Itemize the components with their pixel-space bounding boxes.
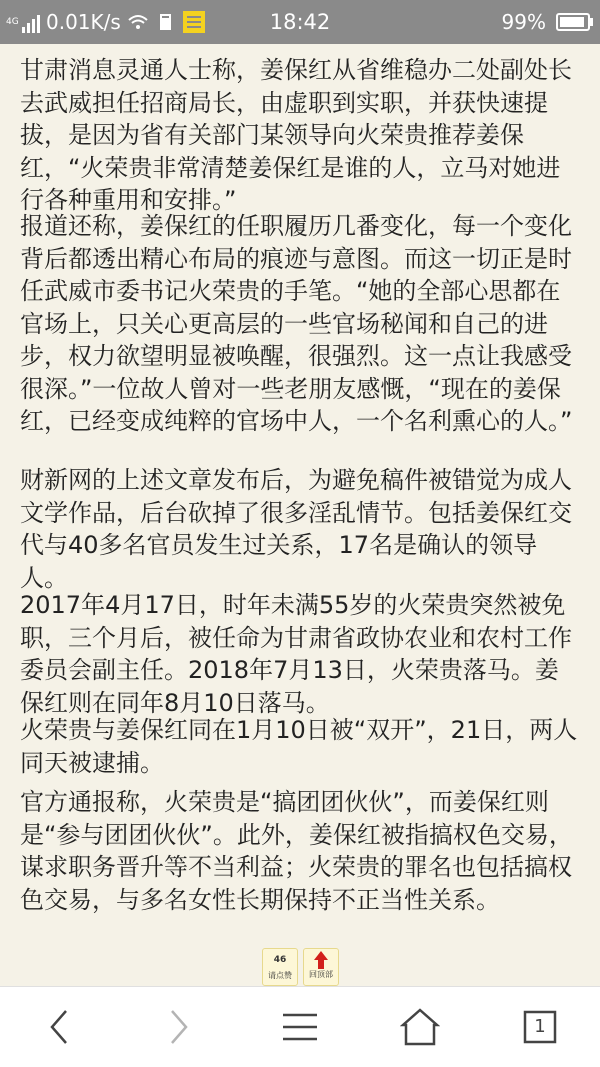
home-button[interactable] (400, 1007, 440, 1047)
paragraph-1: 甘肃消息灵通人士称，姜保红从省维稳办二处副处长去武威担任招商局长，由虚职到实职，并获快速提拔，是因为省有关部门某领导向火荣贵推荐姜保红，“火荣贵非常清楚姜保红是谁的人，立马对她进行各种重用和安排。” (20, 56, 572, 214)
paragraph-4: 2017年4月17日，时年未满55岁的火荣贵突然被免职，三个月后，被任命为甘肃省政协农业和农村工作委员会副主任。2018年7月13日，火荣贵落马。姜保红则在同年8月10日落马。 (20, 591, 572, 717)
tabs-button[interactable] (520, 1007, 560, 1047)
like-count: 46 (273, 955, 287, 965)
paragraph-6: 官方通报称，火荣贵是“搞团团伙伙”，而姜保红则是“参与团团伙伙”。此外，姜保红被指搞权色交易，谋求职务晋升等不当利益；火荣贵的罪名也包括搞权色交易，与多名女性长期保持不正当性关系。 (20, 788, 573, 914)
article-actions (0, 948, 600, 986)
status-right (502, 0, 590, 44)
status-bar (0, 0, 600, 44)
like-label: 请点赞 (268, 971, 292, 980)
network-type: 4G (6, 16, 19, 27)
paragraph-3: 财新网的上述文章发布后，为避免稿件被错觉为成人文学作品，后台砍掉了很多淫乱情节。包括姜保红交代与40多名官员发生过关系，17名是确认的领导人。 (20, 466, 572, 592)
back-to-top-label: 回顶部 (309, 970, 333, 979)
battery-percent: 99% (501, 10, 546, 34)
paragraph-5: 火荣贵与姜保红同在1月10日被“双开”，21日，两人同天被逮捕。 (20, 716, 578, 777)
like-button[interactable] (262, 948, 298, 986)
clock: 18:42 (269, 10, 331, 34)
forward-icon (158, 1007, 198, 1047)
paragraph-2: 报道还称，姜保红的任职履历几番变化，每一个变化背后都透出精心布局的痕迹与意图。而这一切正是时任武威市委书记火荣贵的手笔。“她的全部心思都在官场上，只关心更高层的一些官场秘闻和自己的进步，权力欲望明显被唤醒，很强烈。这一点让我感受很深。”一位故人曾对一些老朋友感慨，“现在的姜保红，已经变成纯粹的官场中人，一个名利熏心的人。” (20, 212, 573, 435)
home-icon (400, 1007, 440, 1047)
browser-nav-bar (0, 986, 600, 1067)
back-to-top-button[interactable] (303, 948, 339, 986)
back-button[interactable] (40, 1007, 80, 1047)
menu-icon (280, 1007, 320, 1047)
article-content (0, 44, 600, 984)
menu-button[interactable] (280, 1007, 320, 1047)
tab-count: 1 (534, 1016, 546, 1037)
forward-button[interactable] (158, 1007, 198, 1047)
arrow-up-icon (314, 951, 328, 969)
battery-icon (556, 13, 590, 31)
back-icon (40, 1007, 80, 1047)
network-speed: 0.01K/s (46, 10, 121, 34)
